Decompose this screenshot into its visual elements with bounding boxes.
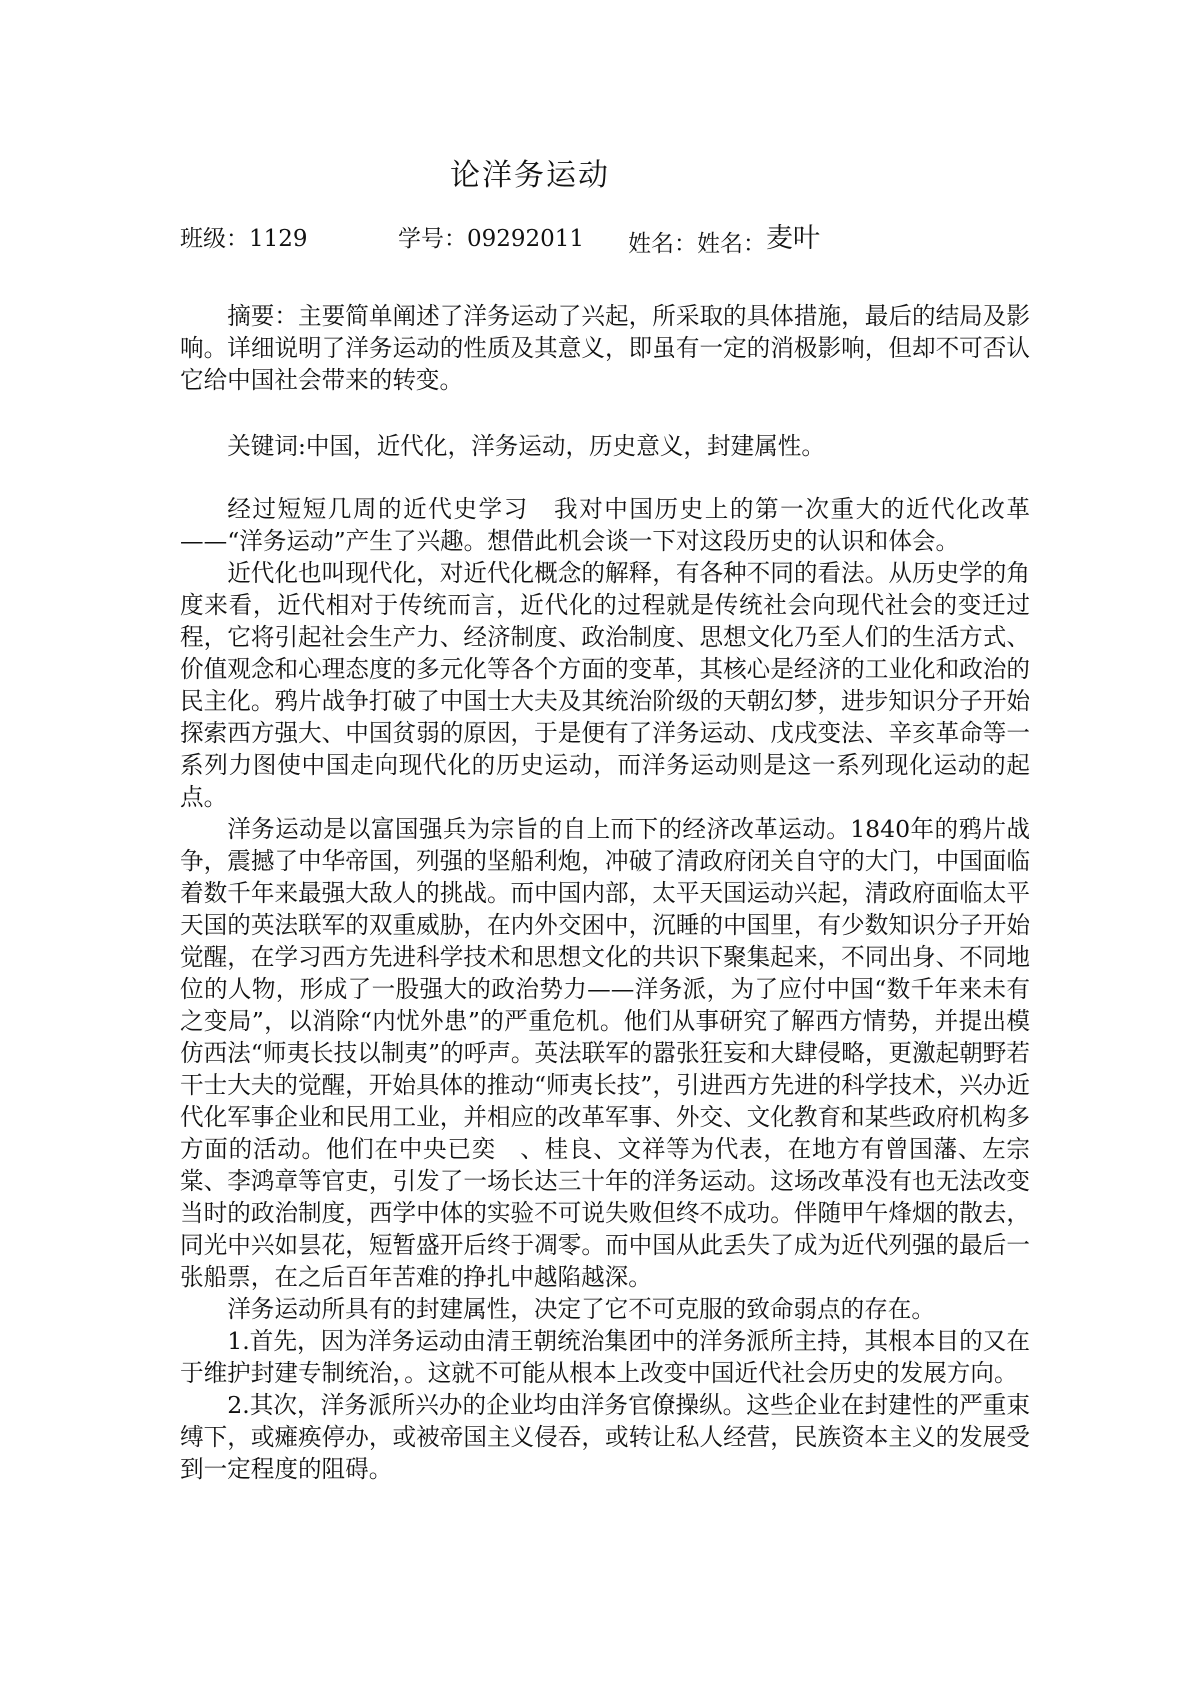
body-paragraph: 洋务运动是以富国强兵为宗旨的自上而下的经济改革运动。1840年的鸦片战争，震撼了中华帝国，列强的坚船利炮，冲破了清政府闭关自守的大门，中国面临着数千年来最强大敌人的挑战。而中国内部，太平天国运动兴起，清政府面临太平天国的英法联军的双重威胁，在内外交困中，沉睡的中国里，有少数知识分子开始觉醒，在学习西方先进科学技术和思想文化的共识下聚集起来，不同出身、不同地位的人物，形成了一股强大的政治势力——洋务派，为了应付中国“数千年来未有之变局”，以消除“内忧外患”的严重危机。他们从事研究了解西方情势，并提出模仿西法“师夷长技以制夷”的呼声。英法联军的嚣张狂妄和大肆侵略，更激起朝野若干士大夫的觉醒，开始具体的推动“师夷长技”，引进西方先进的科学技术，兴办近代化军事企业和民用工业，并相应的改革军事、外交、文化教育和某些政府机构多方面的活动。他们在中央已奕 、桂良、文祥等为代表，在地方有曾国藩、左宗棠、李鸿章等官吏，引发了一场长达三十年的洋务运动。这场改革没有也无法改变当时的政治制度，西学中体的实验不可说失败但终不成功。伴随甲午烽烟的散去，同光中兴如昙花，短暂盛开后终于凋零。而中国从此丢失了成为近代列强的最后一张船票，在之后百年苦难的挣扎中越陷越深。 (180, 815, 1030, 1291)
name-field (628, 220, 820, 259)
body-paragraph: 经过短短几周的近代史学习 我对中国历史上的第一次重大的近代化改革——“洋务运动”产生了兴趣。想借此机会谈一下对这段历史的认识和体会。 (180, 495, 1030, 555)
body-paragraph: 1.首先，因为洋务运动由清王朝统治集团中的洋务派所主持，其根本目的又在于维护封建专制统治，。这就不可能从根本上改变中国近代社会历史的发展方向。 (180, 1327, 1030, 1387)
body-paragraph: 2.其次，洋务派所兴办的企业均由洋务官僚操纵。这些企业在封建性的严重束缚下，或瘫痪停办，或被帝国主义侵吞，或转让私人经营，民族资本主义的发展受到一定程度的阻碍。 (180, 1391, 1030, 1483)
class-label: 班级：1129 (180, 226, 308, 252)
body-paragraph: 洋务运动所具有的封建属性，决定了它不可克服的致命弱点的存在。 (227, 1295, 935, 1323)
body-paragraph: 近代化也叫现代化，对近代化概念的解释，有各种不同的看法。从历史学的角度来看，近代相对于传统而言，近代化的过程就是传统社会向现代社会的变迁过程，它将引起社会生产力、经济制度、政治制度、思想文化乃至人们的生活方式、价值观念和心理态度的多元化等各个方面的变革，其核心是经济的工业化和政治的民主化。鸦片战争打破了中国士大夫及其统治阶级的天朝幻梦，进步知识分子开始探索西方强大、中国贫弱的原因，于是便有了洋务运动、戊戌变法、辛亥革命等一系列力图使中国走向现代化的历史运动，而洋务运动则是这一系列现化运动的起点。 (180, 559, 1030, 811)
keywords-paragraph: 关键词:中国，近代化，洋务运动，历史意义，封建属性。 (227, 432, 825, 460)
document-title: 论洋务运动 (450, 158, 610, 193)
abstract-paragraph: 摘要：主要简单阐述了洋务运动了兴起，所采取的具体措施，最后的结局及影响。详细说明了洋务运动的性质及其意义，即虽有一定的消极影响，但却不可否认它给中国社会带来的转变。 (180, 302, 1030, 394)
student-id-label: 学号：09292011 (398, 226, 585, 252)
name-signature: 麦叶 (766, 223, 820, 254)
name-label: 姓名：姓名： (628, 231, 766, 257)
